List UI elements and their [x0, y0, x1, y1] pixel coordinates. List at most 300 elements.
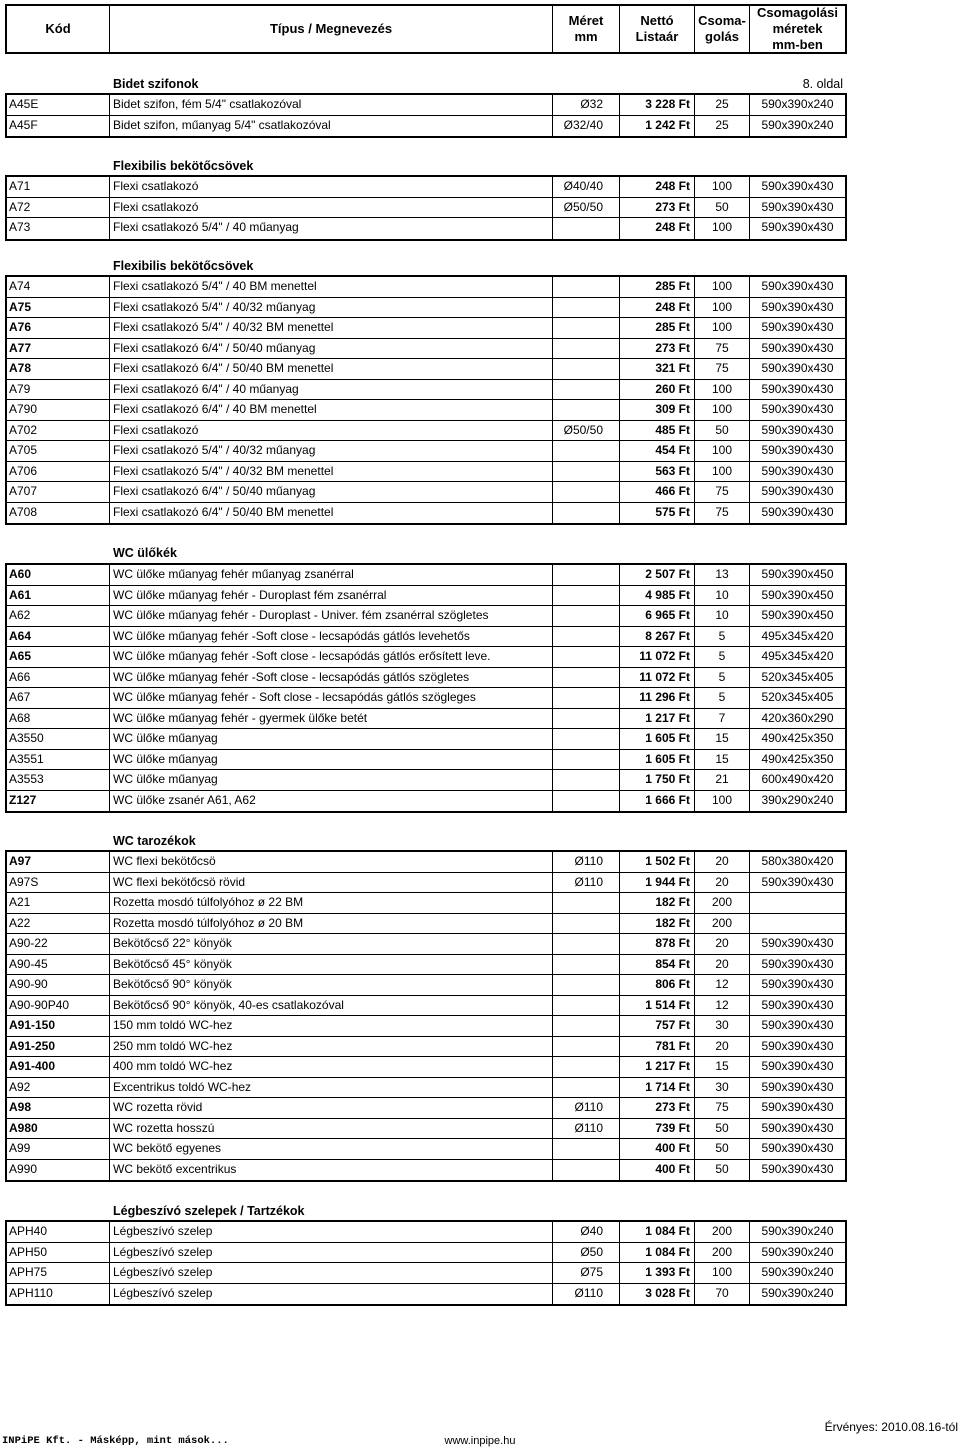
- cell-size: [553, 380, 620, 400]
- cell-size: Ø75: [553, 1263, 620, 1283]
- cell-net-price: 1 750 Ft: [620, 770, 695, 790]
- section-title: WC tarozékok: [113, 834, 196, 848]
- cell-size: [553, 462, 620, 482]
- column-header-price-line: Listaár: [635, 29, 679, 44]
- cell-packaging-qty: 13: [695, 565, 750, 585]
- cell-packaging-qty: 100: [695, 177, 750, 197]
- cell-product-code: A90-90: [7, 975, 110, 995]
- cell-product-code: A68: [7, 709, 110, 729]
- cell-product-name: Flexi csatlakozó 6/4" / 50/40 műanyag: [110, 339, 553, 359]
- cell-package-dimensions: 590x390x430: [761, 1079, 834, 1094]
- cell-packaging-qty: 100: [695, 791, 750, 812]
- cell-product-code: A21: [7, 893, 110, 913]
- cell-net-price: 878 Ft: [620, 934, 695, 954]
- cell-packaging-qty: 100: [695, 318, 750, 338]
- column-header-size-line: Méret: [568, 13, 604, 28]
- table-row: [7, 1139, 845, 1160]
- cell-product-code: APH75: [7, 1263, 110, 1283]
- cell-product-name: WC ülőke műanyag fehér -Soft close - lecsapódás gátlós levehetős: [110, 627, 553, 647]
- cell-packaging-qty: 75: [695, 1098, 750, 1118]
- cell-product-name: Flexi csatlakozó: [110, 177, 553, 197]
- cell-net-price: 4 985 Ft: [620, 586, 695, 606]
- column-header-name-label: Típus / Megnevezés: [269, 21, 393, 36]
- table-row: [7, 914, 845, 935]
- table-row: [7, 177, 845, 198]
- cell-net-price: 11 072 Ft: [620, 647, 695, 667]
- table-row: [7, 318, 845, 339]
- cell-packaging-qty: 12: [695, 996, 750, 1016]
- cell-package-dimensions: 590x390x430: [761, 936, 834, 950]
- cell-package-dimensions: 590x390x430: [761, 484, 834, 498]
- table-row: [7, 586, 845, 607]
- cell-product-name: Bekötőcső 90° könyök: [110, 975, 553, 995]
- cell-size: [553, 586, 620, 606]
- cell-package-dimensions: [750, 893, 845, 913]
- cell-product-code: A90-22: [7, 934, 110, 954]
- cell-product-code: APH110: [7, 1284, 110, 1305]
- cell-package-dimensions: 590x390x430: [761, 320, 834, 334]
- table-row: [7, 462, 845, 483]
- cell-size: [553, 1016, 620, 1036]
- cell-packaging-qty: 30: [695, 1078, 750, 1098]
- section-title: Légbeszívó szelepek / Tartzékok: [113, 1204, 305, 1218]
- company-slogan: INPiPE Kft. - Másképp, mint mások...: [2, 1435, 229, 1447]
- cell-package-dimensions: 590x390x430: [761, 443, 834, 457]
- cell-size: Ø32/40: [553, 116, 620, 137]
- cell-packaging-qty: 7: [695, 709, 750, 729]
- cell-size: [553, 975, 620, 995]
- cell-product-code: A79: [7, 380, 110, 400]
- cell-packaging-qty: 10: [695, 606, 750, 626]
- cell-package-dimensions: 590x390x450: [761, 567, 834, 581]
- table-row: [7, 503, 845, 524]
- cell-packaging-qty: 100: [695, 441, 750, 461]
- cell-package-dimensions: 590x390x240: [761, 117, 834, 132]
- cell-product-code: A67: [7, 688, 110, 708]
- cell-packaging-qty: 25: [695, 95, 750, 115]
- cell-packaging-qty: 100: [695, 277, 750, 297]
- cell-packaging-qty: 100: [695, 218, 750, 239]
- cell-product-code: A90-90P40: [7, 996, 110, 1016]
- section-table: [5, 175, 847, 241]
- section-heading: [5, 1201, 847, 1221]
- cell-net-price: 248 Ft: [620, 298, 695, 318]
- cell-product-code: A708: [7, 503, 110, 524]
- section-heading: [5, 543, 847, 563]
- cell-product-name: Bekötőcső 22° könyök: [110, 934, 553, 954]
- cell-net-price: 11 072 Ft: [620, 668, 695, 688]
- cell-size: [553, 647, 620, 667]
- cell-package-dimensions: 520x345x405: [761, 690, 834, 704]
- cell-product-name: Flexi csatlakozó: [110, 198, 553, 218]
- cell-product-name: WC ülőke műanyag: [110, 770, 553, 790]
- cell-product-name: Flexi csatlakozó 6/4" / 50/40 BM menettel: [110, 503, 553, 524]
- cell-product-name: Flexi csatlakozó 6/4" / 50/40 BM menettel: [110, 359, 553, 379]
- table-row: [7, 339, 845, 360]
- cell-packaging-qty: 50: [695, 421, 750, 441]
- cell-size: [553, 400, 620, 420]
- table-row: [7, 198, 845, 219]
- section-title: Flexibilis bekötőcsövek: [113, 259, 254, 273]
- cell-packaging-qty: 15: [695, 750, 750, 770]
- cell-package-dimensions: 495x345x420: [761, 628, 834, 643]
- cell-product-name: Flexi csatlakozó 5/4" / 40/32 BM menettel: [110, 318, 553, 338]
- cell-package-dimensions: 590x390x430: [761, 361, 834, 375]
- cell-net-price: 6 965 Ft: [620, 606, 695, 626]
- cell-product-code: A98: [7, 1098, 110, 1118]
- cell-product-name: Bekötőcső 90° könyök, 40-es csatlakozóval: [110, 996, 553, 1016]
- cell-net-price: 563 Ft: [620, 462, 695, 482]
- cell-size: [553, 1037, 620, 1057]
- cell-net-price: 273 Ft: [620, 339, 695, 359]
- cell-packaging-qty: 15: [695, 1057, 750, 1077]
- table-row: [7, 400, 845, 421]
- cell-package-dimensions: 590x390x430: [761, 1059, 834, 1073]
- cell-net-price: 1 514 Ft: [620, 996, 695, 1016]
- cell-product-code: A97: [7, 852, 110, 872]
- cell-packaging-qty: 200: [695, 1222, 750, 1242]
- cell-product-code: A97S: [7, 873, 110, 893]
- cell-product-name: WC ülőke műanyag fehér -Soft close - lecsapódás gátlós erősített leve.: [110, 647, 553, 667]
- cell-product-code: A66: [7, 668, 110, 688]
- cell-product-code: A3553: [7, 770, 110, 790]
- cell-net-price: 466 Ft: [620, 482, 695, 502]
- cell-package-dimensions: 590x390x430: [761, 1038, 834, 1053]
- cell-product-code: A92: [7, 1078, 110, 1098]
- cell-package-dimensions: 590x390x240: [761, 97, 834, 111]
- cell-net-price: 1 217 Ft: [620, 1057, 695, 1077]
- table-row: [7, 975, 845, 996]
- cell-size: Ø110: [553, 1119, 620, 1139]
- table-row: [7, 996, 845, 1017]
- table-row: [7, 852, 845, 873]
- cell-net-price: 1 605 Ft: [620, 729, 695, 749]
- cell-product-code: A73: [7, 218, 110, 239]
- cell-size: [553, 606, 620, 626]
- cell-net-price: 1 502 Ft: [620, 852, 695, 872]
- column-header-size-line: mm: [574, 29, 598, 44]
- cell-package-dimensions: 590x390x450: [761, 608, 834, 622]
- cell-package-dimensions: 590x390x430: [761, 874, 834, 889]
- table-row: [7, 668, 845, 689]
- cell-product-name: Flexi csatlakozó 5/4" / 40/32 BM menettel: [110, 462, 553, 482]
- cell-size: Ø110: [553, 1284, 620, 1305]
- cell-packaging-qty: 5: [695, 688, 750, 708]
- cell-product-code: A45F: [7, 116, 110, 137]
- table-row: [7, 688, 845, 709]
- section-title: Bidet szifonok: [113, 77, 199, 91]
- cell-size: [553, 688, 620, 708]
- cell-packaging-qty: 75: [695, 339, 750, 359]
- cell-product-name: WC ülőke műanyag: [110, 750, 553, 770]
- table-row: [7, 627, 845, 648]
- cell-packaging-qty: 75: [695, 359, 750, 379]
- cell-product-code: A74: [7, 277, 110, 297]
- cell-packaging-qty: 70: [695, 1284, 750, 1305]
- cell-product-code: A707: [7, 482, 110, 502]
- cell-size: [553, 914, 620, 934]
- cell-packaging-qty: 20: [695, 1037, 750, 1057]
- cell-product-name: Flexi csatlakozó 6/4" / 50/40 műanyag: [110, 482, 553, 502]
- section-heading: [5, 74, 847, 94]
- cell-packaging-qty: 20: [695, 934, 750, 954]
- cell-product-name: WC flexi bekötőcsö: [110, 852, 553, 872]
- cell-net-price: 854 Ft: [620, 955, 695, 975]
- cell-product-code: A90-45: [7, 955, 110, 975]
- cell-product-name: WC ülőke műanyag fehér -Soft close - lecsapódás gátlós szögletes: [110, 668, 553, 688]
- cell-package-dimensions: 590x390x450: [761, 587, 834, 602]
- section-table: [5, 93, 847, 138]
- cell-package-dimensions: 490x425x350: [761, 751, 834, 766]
- cell-packaging-qty: 100: [695, 462, 750, 482]
- cell-package-dimensions: 600x490x420: [761, 772, 834, 786]
- cell-net-price: 454 Ft: [620, 441, 695, 461]
- table-row: [7, 1263, 845, 1284]
- table-row: [7, 1057, 845, 1078]
- cell-product-code: A790: [7, 400, 110, 420]
- cell-package-dimensions: 590x390x430: [761, 1100, 834, 1114]
- cell-product-name: Bidet szifon, műanyag 5/4" csatlakozóval: [110, 116, 553, 137]
- cell-packaging-qty: 20: [695, 955, 750, 975]
- cell-packaging-qty: 5: [695, 627, 750, 647]
- cell-packaging-qty: 12: [695, 975, 750, 995]
- table-row: [7, 791, 845, 812]
- section-table: [5, 850, 847, 1182]
- cell-product-name: Flexi csatlakozó 6/4" / 40 műanyag: [110, 380, 553, 400]
- cell-net-price: 285 Ft: [620, 318, 695, 338]
- cell-product-code: A22: [7, 914, 110, 934]
- cell-product-name: WC ülőke műanyag: [110, 729, 553, 749]
- cell-product-name: WC bekötő excentrikus: [110, 1160, 553, 1181]
- cell-packaging-qty: 25: [695, 116, 750, 137]
- column-header-code: [7, 6, 110, 52]
- table-row: [7, 1037, 845, 1058]
- cell-net-price: 806 Ft: [620, 975, 695, 995]
- cell-size: [553, 339, 620, 359]
- cell-product-name: WC ülőke műanyag fehér - gyermek ülőke betét: [110, 709, 553, 729]
- table-row: [7, 218, 845, 239]
- cell-net-price: 248 Ft: [620, 177, 695, 197]
- cell-size: [553, 482, 620, 502]
- table-row: [7, 1078, 845, 1099]
- section-table: [5, 1220, 847, 1306]
- cell-net-price: 1 944 Ft: [620, 873, 695, 893]
- cell-package-dimensions: 590x390x430: [761, 299, 834, 314]
- cell-packaging-qty: 75: [695, 503, 750, 524]
- cell-product-code: A45E: [7, 95, 110, 115]
- cell-package-dimensions: 490x425x350: [761, 731, 834, 745]
- column-header-package-dimensions: [750, 6, 845, 52]
- column-header-code-label: Kód: [45, 21, 71, 36]
- cell-package-dimensions: 590x390x430: [761, 1161, 834, 1176]
- cell-product-code: A78: [7, 359, 110, 379]
- cell-net-price: 11 296 Ft: [620, 688, 695, 708]
- cell-product-code: A64: [7, 627, 110, 647]
- cell-net-price: 1 242 Ft: [620, 116, 695, 137]
- cell-size: [553, 298, 620, 318]
- cell-package-dimensions: 590x390x240: [761, 1244, 834, 1259]
- cell-package-dimensions: 590x390x430: [761, 1120, 834, 1135]
- cell-size: [553, 318, 620, 338]
- cell-size: [553, 770, 620, 790]
- cell-product-code: A75: [7, 298, 110, 318]
- cell-product-name: WC ülőke műanyag fehér műanyag zsanérral: [110, 565, 553, 585]
- cell-net-price: 781 Ft: [620, 1037, 695, 1057]
- cell-size: [553, 218, 620, 239]
- cell-net-price: 1 217 Ft: [620, 709, 695, 729]
- cell-product-name: Excentrikus toldó WC-hez: [110, 1078, 553, 1098]
- table-row: [7, 1098, 845, 1119]
- cell-product-name: Rozetta mosdó túlfolyóhoz ø 22 BM: [110, 893, 553, 913]
- cell-net-price: 260 Ft: [620, 380, 695, 400]
- cell-size: Ø50/50: [553, 198, 620, 218]
- cell-packaging-qty: 50: [695, 1160, 750, 1181]
- table-row: [7, 1222, 845, 1243]
- cell-size: [553, 359, 620, 379]
- cell-size: [553, 441, 620, 461]
- cell-net-price: 400 Ft: [620, 1139, 695, 1159]
- table-row: [7, 421, 845, 442]
- cell-package-dimensions: 590x390x430: [761, 340, 834, 355]
- cell-product-name: WC flexi bekötőcsö rövid: [110, 873, 553, 893]
- table-row: [7, 606, 845, 627]
- cell-packaging-qty: 100: [695, 1263, 750, 1283]
- section-title: WC ülőkék: [113, 546, 177, 560]
- cell-net-price: 1 714 Ft: [620, 1078, 695, 1098]
- table-row: [7, 955, 845, 976]
- validity-date: Érvényes: 2010.08.16-tól: [824, 1420, 958, 1434]
- cell-package-dimensions: 580x380x420: [761, 854, 834, 868]
- cell-net-price: 400 Ft: [620, 1160, 695, 1181]
- cell-product-name: 400 mm toldó WC-hez: [110, 1057, 553, 1077]
- cell-package-dimensions: 590x390x430: [761, 179, 834, 193]
- table-row: [7, 1160, 845, 1181]
- cell-size: [553, 1139, 620, 1159]
- cell-package-dimensions: 590x390x430: [761, 997, 834, 1012]
- cell-net-price: 1 605 Ft: [620, 750, 695, 770]
- cell-product-code: A76: [7, 318, 110, 338]
- cell-package-dimensions: 495x345x420: [761, 649, 834, 663]
- cell-product-name: 150 mm toldó WC-hez: [110, 1016, 553, 1036]
- cell-size: [553, 893, 620, 913]
- cell-packaging-qty: 50: [695, 1139, 750, 1159]
- cell-package-dimensions: 590x390x430: [761, 422, 834, 437]
- cell-packaging-qty: 100: [695, 380, 750, 400]
- table-row: [7, 441, 845, 462]
- cell-product-name: WC ülőke műanyag fehér - Duroplast fém zsanérral: [110, 586, 553, 606]
- cell-product-code: A60: [7, 565, 110, 585]
- cell-package-dimensions: 590x390x430: [761, 956, 834, 971]
- cell-size: Ø50: [553, 1243, 620, 1263]
- cell-packaging-qty: 50: [695, 1119, 750, 1139]
- cell-net-price: 248 Ft: [620, 218, 695, 239]
- cell-package-dimensions: 390x290x240: [761, 792, 834, 807]
- cell-net-price: 2 507 Ft: [620, 565, 695, 585]
- column-header-price: [620, 6, 695, 52]
- cell-product-name: 250 mm toldó WC-hez: [110, 1037, 553, 1057]
- cell-package-dimensions: 590x390x430: [761, 381, 834, 396]
- cell-product-name: Bidet szifon, fém 5/4" csatlakozóval: [110, 95, 553, 115]
- cell-packaging-qty: 50: [695, 198, 750, 218]
- cell-product-code: A77: [7, 339, 110, 359]
- cell-product-name: Légbeszívó szelep: [110, 1243, 553, 1263]
- cell-packaging-qty: 21: [695, 770, 750, 790]
- cell-product-code: A65: [7, 647, 110, 667]
- cell-product-name: Flexi csatlakozó 5/4" / 40/32 műanyag: [110, 298, 553, 318]
- cell-product-name: Flexi csatlakozó 5/4" / 40 BM menettel: [110, 277, 553, 297]
- column-header-packaging: [695, 6, 750, 52]
- cell-product-code: A990: [7, 1160, 110, 1181]
- cell-product-name: Flexi csatlakozó: [110, 421, 553, 441]
- cell-package-dimensions: 590x390x430: [761, 977, 834, 991]
- cell-product-name: WC ülőke műanyag fehér - Duroplast - Univer. fém zsanérral szögletes: [110, 606, 553, 626]
- cell-size: [553, 1057, 620, 1077]
- cell-packaging-qty: 10: [695, 586, 750, 606]
- cell-size: [553, 709, 620, 729]
- cell-size: [553, 668, 620, 688]
- cell-size: [553, 277, 620, 297]
- cell-package-dimensions: 420x360x290: [761, 710, 834, 725]
- cell-size: Ø40/40: [553, 177, 620, 197]
- cell-package-dimensions: 590x390x430: [761, 220, 834, 234]
- section-table: [5, 275, 847, 525]
- cell-product-code: A705: [7, 441, 110, 461]
- cell-product-code: A3551: [7, 750, 110, 770]
- cell-package-dimensions: 590x390x430: [761, 279, 834, 293]
- cell-product-code: A91-250: [7, 1037, 110, 1057]
- cell-package-dimensions: 590x390x430: [761, 1018, 834, 1032]
- table-row: [7, 873, 845, 894]
- cell-product-name: Légbeszívó szelep: [110, 1222, 553, 1242]
- table-row: [7, 1016, 845, 1037]
- cell-product-code: APH50: [7, 1243, 110, 1263]
- cell-package-dimensions: 590x390x430: [761, 463, 834, 478]
- cell-product-code: A3550: [7, 729, 110, 749]
- table-row: [7, 647, 845, 668]
- cell-product-name: WC bekötő egyenes: [110, 1139, 553, 1159]
- cell-net-price: 1 084 Ft: [620, 1222, 695, 1242]
- column-header-dimensions-line: Csomagolási: [757, 5, 838, 20]
- cell-net-price: 485 Ft: [620, 421, 695, 441]
- column-header-dimensions-line: mm-ben: [772, 37, 823, 52]
- table-row: [7, 380, 845, 401]
- cell-size: [553, 503, 620, 524]
- cell-size: Ø110: [553, 873, 620, 893]
- cell-packaging-qty: 100: [695, 298, 750, 318]
- column-header-packaging-line: golás: [705, 29, 739, 44]
- table-row: [7, 482, 845, 503]
- cell-product-code: Z127: [7, 791, 110, 812]
- cell-packaging-qty: 5: [695, 647, 750, 667]
- cell-packaging-qty: 20: [695, 873, 750, 893]
- cell-size: [553, 729, 620, 749]
- cell-size: [553, 565, 620, 585]
- cell-product-name: Légbeszívó szelep: [110, 1263, 553, 1283]
- cell-package-dimensions: 590x390x430: [761, 1141, 834, 1155]
- column-header-row: [5, 4, 847, 54]
- table-row: [7, 770, 845, 791]
- cell-net-price: 309 Ft: [620, 400, 695, 420]
- page-number-label: 8. oldal: [802, 77, 843, 91]
- cell-net-price: 273 Ft: [620, 198, 695, 218]
- cell-net-price: 3 228 Ft: [620, 95, 695, 115]
- cell-size: [553, 996, 620, 1016]
- table-row: [7, 359, 845, 380]
- table-row: [7, 277, 845, 298]
- cell-size: Ø110: [553, 1098, 620, 1118]
- cell-net-price: 1 084 Ft: [620, 1243, 695, 1263]
- cell-net-price: 321 Ft: [620, 359, 695, 379]
